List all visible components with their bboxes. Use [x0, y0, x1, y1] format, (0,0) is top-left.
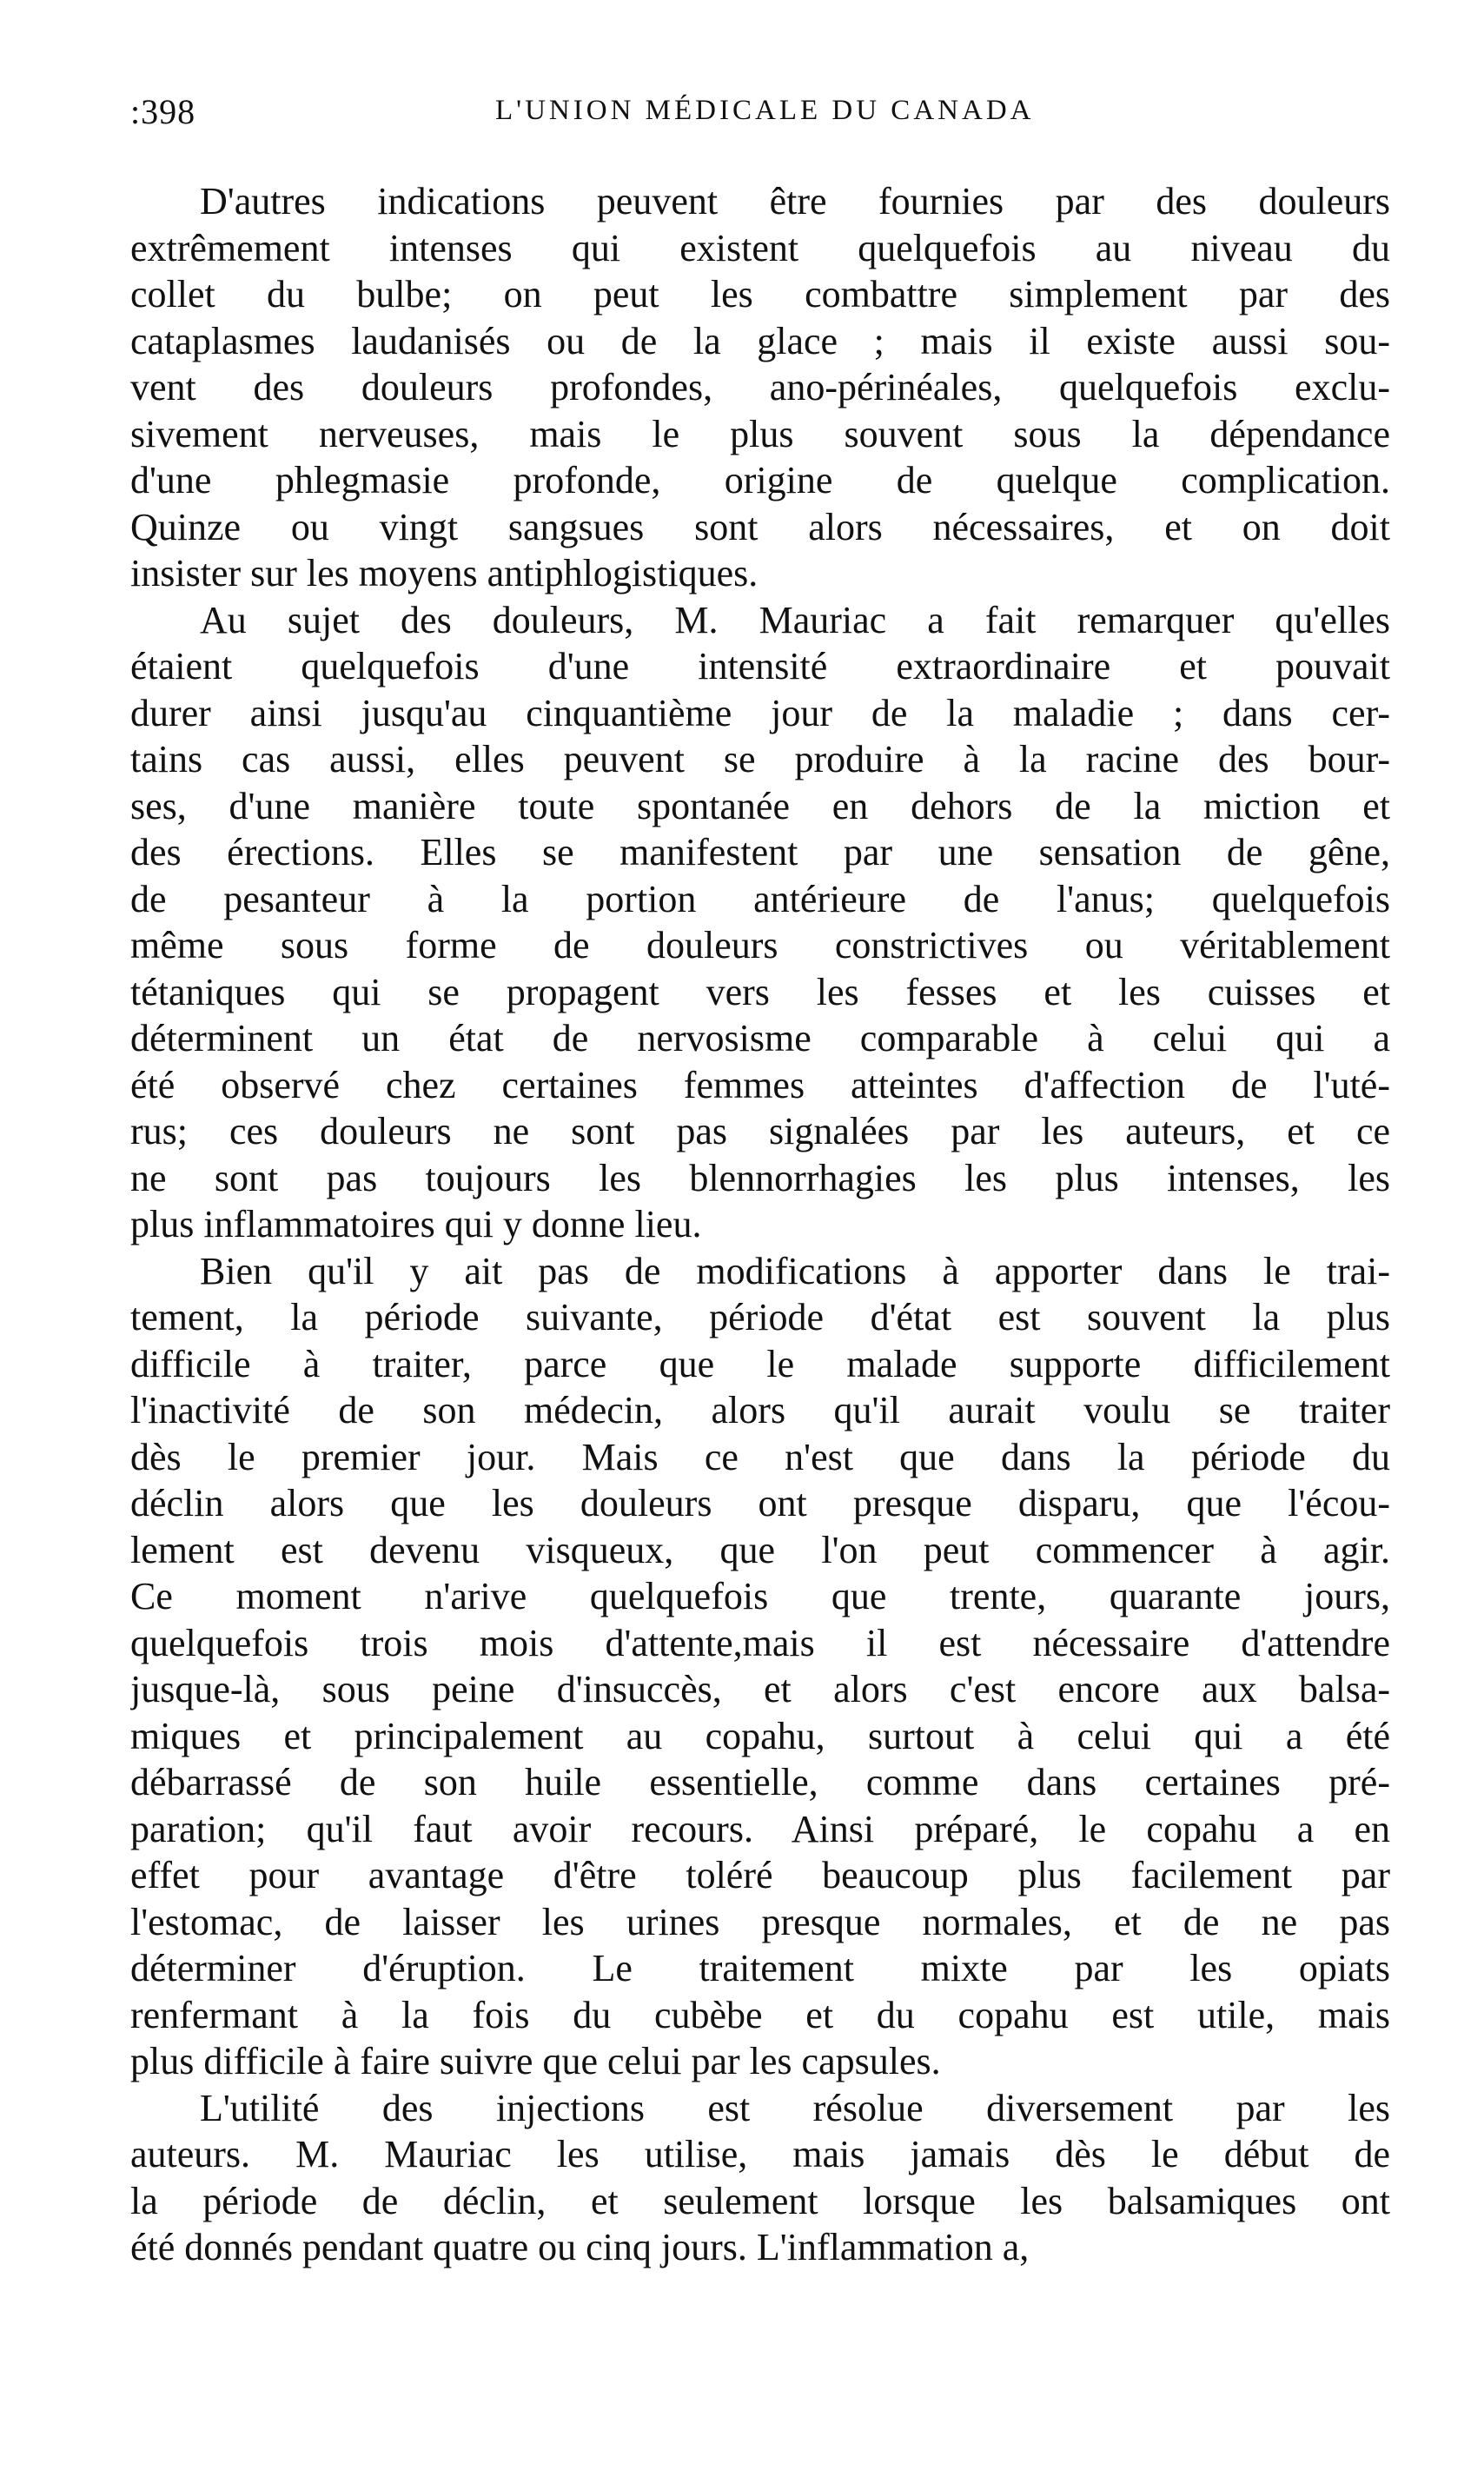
- paragraph: [130, 597, 1390, 1248]
- text-line: des érections. Elles se manifestent par une sensation de gêne,: [130, 831, 1390, 873]
- text-line: miques et principalement au copahu, surtout à celui qui a été: [130, 1714, 1390, 1757]
- text-line: débarrassé de son huile essentielle, comme dans certaines pré-: [130, 1761, 1390, 1803]
- text-line: insister sur les moyens antiphlogistiques.: [130, 552, 759, 594]
- document-page: [130, 91, 1390, 2271]
- text-line: Au sujet des douleurs, M. Mauriac a fait remarquer qu'elles: [200, 598, 1390, 641]
- text-line: difficile à traiter, parce que le malade supporte difficilement: [130, 1342, 1390, 1385]
- body-text: [130, 178, 1390, 2271]
- text-line: vent des douleurs profondes, ano-périnéales, quelquefois exclu-: [130, 366, 1390, 408]
- text-line: plus inflammatoires qui y donne lieu.: [130, 1203, 702, 1245]
- text-line: l'estomac, de laisser les urines presque normales, et de ne pas: [130, 1900, 1390, 1943]
- text-line: durer ainsi jusqu'au cinquantième jour de la maladie ; dans cer-: [130, 691, 1390, 734]
- text-line: sivement nerveuses, mais le plus souvent sous la dépendance: [130, 412, 1390, 455]
- text-line: D'autres indications peuvent être fournies par des douleurs: [200, 180, 1390, 222]
- text-line: Quinze ou vingt sangsues sont alors nécessaires, et on doit: [130, 505, 1390, 548]
- text-line: la période de déclin, et seulement lorsque les balsamiques ont: [130, 2179, 1390, 2222]
- page-header: [130, 91, 1390, 152]
- text-line: été donnés pendant quatre ou cinq jours. L'inflammation a,: [130, 2226, 1030, 2268]
- text-line: collet du bulbe; on peut les combattre simplement par des: [130, 273, 1390, 315]
- running-title: L'UNION MÉDICALE DU CANADA: [495, 95, 1035, 126]
- text-line: renfermant à la fois du cubèbe et du copahu est utile, mais: [130, 1993, 1390, 2036]
- text-line: même sous forme de douleurs constrictives ou véritablement: [130, 924, 1390, 966]
- text-line: été observé chez certaines femmes atteintes d'affection de l'uté-: [130, 1063, 1390, 1106]
- text-line: Ce moment n'arive quelquefois que trente, quarante jours,: [130, 1575, 1390, 1617]
- paragraph: [130, 178, 1390, 597]
- text-line: quelquefois trois mois d'attente,mais il est nécessaire d'attendre: [130, 1621, 1390, 1664]
- text-line: l'inactivité de son médecin, alors qu'il aurait voulu se traiter: [130, 1389, 1390, 1431]
- text-line: dès le premier jour. Mais ce n'est que dans la période du: [130, 1435, 1390, 1478]
- text-line: déclin alors que les douleurs ont presque disparu, que l'écou-: [130, 1482, 1390, 1524]
- text-line: déterminer d'éruption. Le traitement mixte par les opiats: [130, 1947, 1390, 1989]
- paragraph: [130, 1248, 1390, 2085]
- text-line: plus difficile à faire suivre que celui par les capsules.: [130, 2040, 941, 2082]
- text-line: étaient quelquefois d'une intensité extraordinaire et pouvait: [130, 645, 1390, 687]
- text-line: tement, la période suivante, période d'état est souvent la plus: [130, 1296, 1390, 1338]
- text-line: tains cas aussi, elles peuvent se produire à la racine des bour-: [130, 738, 1390, 780]
- text-line: Bien qu'il y ait pas de modifications à apporter dans le trai-: [200, 1249, 1390, 1292]
- text-line: de pesanteur à la portion antérieure de l'anus; quelquefois: [130, 877, 1390, 920]
- text-line: paration; qu'il faut avoir recours. Ainsi préparé, le copahu a en: [130, 1807, 1390, 1850]
- text-line: rus; ces douleurs ne sont pas signalées par les auteurs, et ce: [130, 1110, 1390, 1152]
- text-line: lement est devenu visqueux, que l'on peut commencer à agir.: [130, 1528, 1390, 1571]
- text-line: jusque-là, sous peine d'insuccès, et alors c'est encore aux balsa-: [130, 1668, 1390, 1710]
- text-line: ses, d'une manière toute spontanée en dehors de la miction et: [130, 784, 1390, 827]
- text-line: déterminent un état de nervosisme comparable à celui qui a: [130, 1017, 1390, 1059]
- text-line: d'une phlegmasie profonde, origine de quelque complication.: [130, 459, 1390, 501]
- text-line: auteurs. M. Mauriac les utilise, mais jamais dès le début de: [130, 2133, 1390, 2175]
- text-line: extrêmement intenses qui existent quelquefois au niveau du: [130, 226, 1390, 269]
- text-line: ne sont pas toujours les blennorrhagies les plus intenses, les: [130, 1156, 1390, 1199]
- text-line: cataplasmes laudanisés ou de la glace ; mais il existe aussi sou-: [130, 319, 1390, 362]
- text-line: effet pour avantage d'être toléré beaucoup plus facilement par: [130, 1854, 1390, 1896]
- paragraph: [130, 2085, 1390, 2271]
- text-line: tétaniques qui se propagent vers les fesses et les cuisses et: [130, 970, 1390, 1013]
- text-line: L'utilité des injections est résolue diversement par les: [200, 2086, 1390, 2129]
- page-number: :398: [130, 92, 196, 131]
